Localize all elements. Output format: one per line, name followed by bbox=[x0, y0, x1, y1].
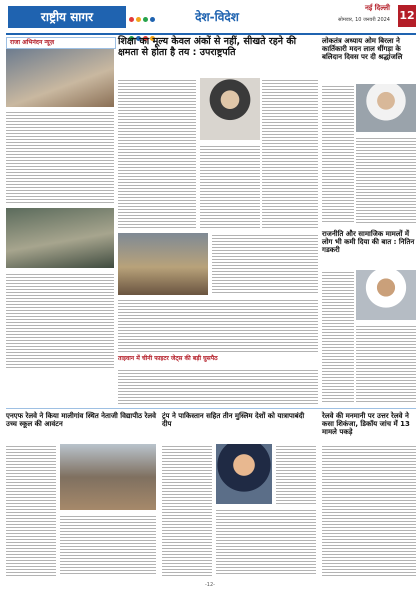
edition-date: सोमवार, 10 जनवरी 2024 bbox=[338, 17, 390, 23]
s2-body-col2 bbox=[356, 136, 416, 224]
fold-separator bbox=[6, 408, 416, 409]
page-footer-marker: -12- bbox=[205, 582, 215, 588]
s1-headline: शिक्षा का मूल्य केवल अंकों से नहीं, सीखते रहने की क्षमता से होता है तय : उपराष्ट्रपति bbox=[118, 36, 297, 58]
s3-headline: राजनीति और सामाजिक मामलों में लोग भी कमी दिया की बात : नितिन गडकरी bbox=[322, 230, 415, 255]
event-photo bbox=[118, 233, 208, 295]
small-body-1 bbox=[118, 368, 318, 404]
masthead-logo-icon bbox=[128, 8, 156, 26]
s5-headline: ट्रंप ने पाकिस्तान सहित तीन मुस्लिम देशों को यात्रापाबंदी दीप bbox=[162, 412, 305, 429]
story-photo-left bbox=[6, 208, 114, 268]
s5-body-col3 bbox=[276, 444, 316, 504]
s5-body-col1 bbox=[162, 444, 212, 576]
small-headline-1: ताइवान में चीनी फाइटर जेट्स की बड़ी घुसपैठ bbox=[118, 355, 218, 362]
s5-body-col2 bbox=[216, 508, 316, 576]
masthead: राष्ट्रीय सागर bbox=[8, 6, 126, 28]
s6-headline: रेलवे की मनमानी पर उत्तर रेलवे ने कसा शिकंजा, डिकॉय जांच में 13 मामले पकड़े bbox=[322, 412, 410, 437]
s4-headline: एनएफ रेलवे ने किया मालीगांव स्थित नेताजी विद्यापीठ रेलवे उच्च स्कूल की आवंटन bbox=[6, 412, 157, 429]
left-body-text bbox=[6, 272, 114, 368]
s4-body-col2 bbox=[60, 514, 156, 576]
page-number: 12 bbox=[398, 5, 416, 27]
gadkari-photo bbox=[356, 270, 416, 320]
edition-city: नई दिल्ली bbox=[364, 4, 390, 12]
section-title: देश-विदेश bbox=[195, 10, 239, 24]
vice-president-photo bbox=[200, 78, 260, 140]
event-body-text bbox=[212, 233, 318, 295]
middle-body-text bbox=[118, 298, 318, 352]
school-photo bbox=[60, 444, 156, 510]
s1-body-col2 bbox=[200, 144, 260, 228]
s2-headline: लोकतंत्र अध्याय ओम बिरला ने कार्तिकारी मदन लाल धींगड़ा के बलिदान दिवस पर दी श्रद्धांजलि bbox=[322, 37, 403, 62]
header-rule bbox=[6, 33, 416, 35]
s1-body-col3 bbox=[262, 78, 318, 228]
s3-body-col2 bbox=[356, 324, 416, 404]
s3-body-col1 bbox=[322, 270, 354, 404]
brief-body-text bbox=[6, 110, 114, 205]
s6-body-text bbox=[322, 444, 416, 576]
brief-photo bbox=[6, 49, 114, 107]
s4-body-col1 bbox=[6, 444, 56, 576]
ombirla-photo bbox=[356, 84, 416, 132]
brief-title: राजा अभिनंदन न्यूज़ bbox=[10, 39, 55, 46]
s1-body-col1 bbox=[118, 78, 196, 228]
trump-photo bbox=[216, 444, 272, 504]
s2-body-col1 bbox=[322, 84, 354, 224]
